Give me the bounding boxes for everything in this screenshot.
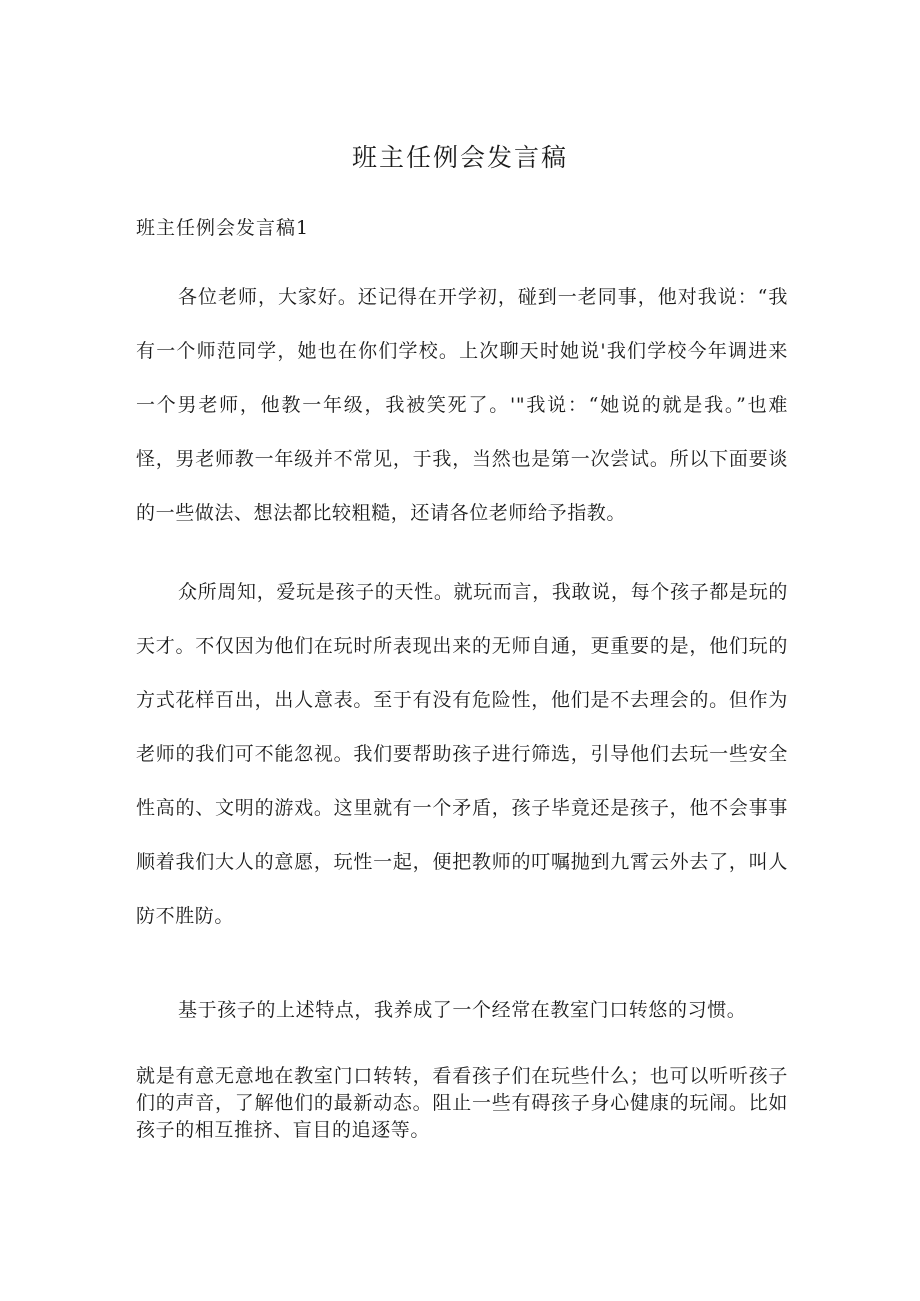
paragraph-4: 就是有意无意地在教室门口转转，看看孩子们在玩些什么；也可以听听孩子们的声音，了解他们的最新动态。阻止一些有碍孩子身心健康的玩闹。比如孩子的相互推挤、盲目的追逐等。 (136, 1065, 788, 1141)
paragraph-2: 众所周知，爱玩是孩子的天性。就玩而言，我敢说，每个孩子都是玩的天才。不仅因为他们在玩时所表现出来的无师自通，更重要的是，他们玩的方式花样百出，出人意表。至于有没有危险性，他们是不去理会的。但作为老师的我们可不能忽视。我们要帮助孩子进行筛选，引导他们去玩一些安全性高的、文明的游戏。这里就有一个矛盾，孩子毕竟还是孩子，他不会事事顺着我们大人的意愿，玩性一起，便把教师的叮嘱抛到九霄云外去了，叫人防不胜防。 (136, 581, 788, 927)
document-title: 班主任例会发言稿 (351, 143, 568, 172)
paragraph-3: 基于孩子的上述特点，我养成了一个经常在教室门口转悠的习惯。 (178, 999, 747, 1021)
section-heading: 班主任例会发言稿1 (136, 217, 310, 239)
paragraph-1: 各位老师，大家好。还记得在开学初，碰到一老同事，他对我说：“我有一个师范同学，她也在你们学校。上次聊天时她说'我们学校今年调进来一个男老师，他教一年级，我被笑死了。'"我说：“她说的就是我。”也难怪，男老师教一年级并不常见，于我，当然也是第一次尝试。所以下面要谈的一些做法、想法都比较粗糙，还请各位老师给予指教。 (136, 286, 788, 524)
